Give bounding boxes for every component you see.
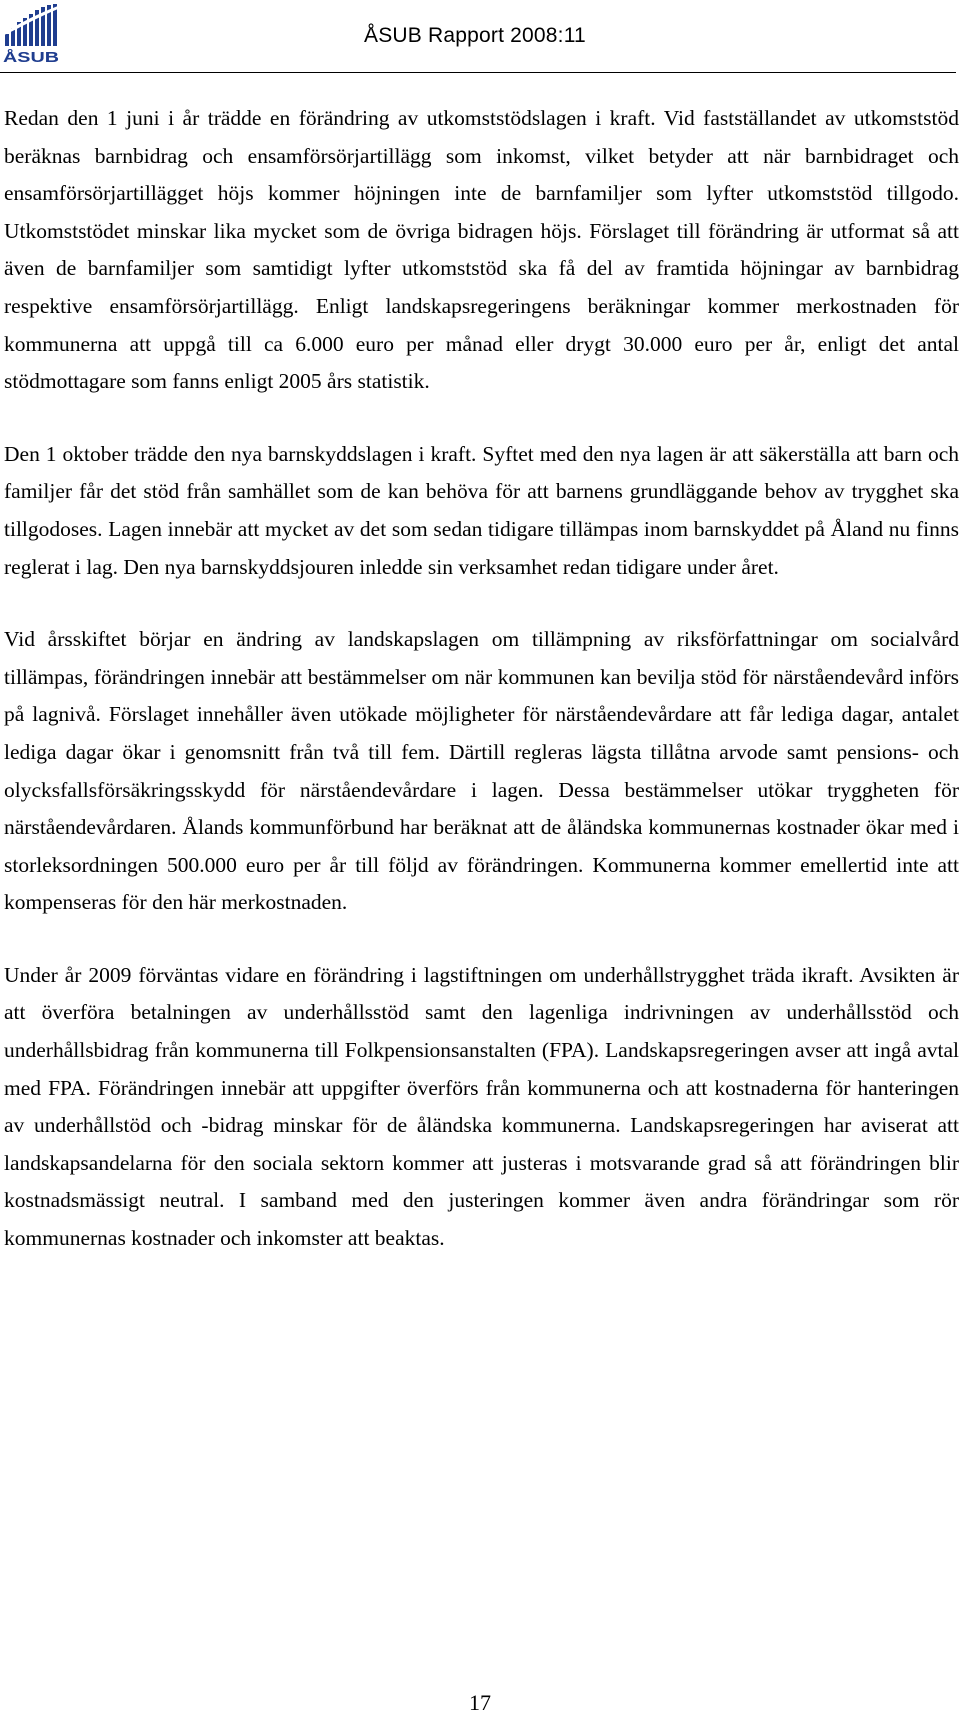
asub-logo: [2, 4, 60, 64]
header-divider: [0, 72, 956, 73]
page-number: 17: [469, 1690, 491, 1715]
document-body: [4, 100, 959, 1293]
paragraph-barnskyddslagen: Den 1 oktober trädde den nya barnskyddslagen i kraft. Syftet med den nya lagen är att säkerställa att barn och familjer får det stöd från samhället som de kan behöva för att barnens grundläggande behov av trygghet ska tillgodoses. Lagen innebär att mycket av det som sedan tidigare tillämpas inom barnskyddet på Åland nu finns reglerat i lag. Den nya barnskyddsjouren inledde sin verksamhet redan tidigare under året.: [4, 441, 959, 579]
paragraph-utkomststod: Redan den 1 juni i år trädde en förändring av utkomststödslagen i kraft. Vid fastställandet av utkomststöd beräknas barnbidrag och ensamförsörjartillägg som inkomst, vilket betyder att när barnbidraget och ensamförsörjartillägget höjs kommer höjningen inte de barnfamiljer som lyfter utkomststöd tillgodo. Utkomststödet minskar lika mycket som de övriga bidragen höjs. Förslaget till förändring är utformat så att även de barnfamiljer som samtidigt lyfter utkomststöd ska få del av framtida höjningar av barnbidrag respektive ensamförsörjartillägg. Enligt landskapsregeringens beräkningar kommer merkostnaden för kommunerna att uppgå till ca 6.000 euro per månad eller drygt 30.000 euro per år, enligt det antal stödmottagare som fanns enligt 2005 års statistik.: [4, 106, 959, 394]
paragraph-underhallstrygghet: Under år 2009 förväntas vidare en förändring i lagstiftningen om underhållstrygghet träda ikraft. Avsikten är att överföra betalningen av underhållsstöd samt den lagenliga indrivningen av underhållsstöd och underhållsbidrag från kommunerna till Folkpensionsanstalten (FPA). Landskapsregeringen avser att ingå avtal med FPA. Förändringen innebär att uppgifter överförs från kommunerna och att kostnaderna för hanteringen av underhållstöd och -bidrag minskar för de åländska kommunerna. Landskapsregeringen har aviserat att landskapsandelarna för den sociala sektorn kommer att justeras i motsvarande grad så att förändringen blir kostnadsmässigt neutral. I samband med den justeringen kommer även andra förändringar som rör kommunernas kostnader och inkomster att beaktas.: [4, 962, 959, 1251]
report-title: ÅSUB Rapport 2008:11: [364, 24, 586, 47]
logo-text: ÅSUB: [3, 49, 60, 64]
paragraph-narstaendevard: Vid årsskiftet börjar en ändring av landskapslagen om tillämpning av riksförfattningar om socialvård tillämpas, förändringen innebär att bestämmelser om när kommunen kan bevilja stöd för närståendevård införs på lagnivå. Förslaget innehåller även utökade möjligheter för närståendevårdare att får lediga dagar, antalet lediga dagar ökar i genomsnitt från två till fem. Därtill regleras lägsta tillåtna arvode samt pensions- och olycksfallsförsäkringsskydd för närståendevårdare i lagen. Dessa bestämmelser utökar tryggheten för närståendevårdaren. Ålands kommunförbund har beräknat att de åländska kommunernas kostnader ökar med i storleksordningen 500.000 euro per år till följd av förändringen. Kommunerna kommer emellertid inte att kompenseras för den här merkostnaden.: [4, 627, 959, 915]
page-header: [0, 0, 960, 74]
